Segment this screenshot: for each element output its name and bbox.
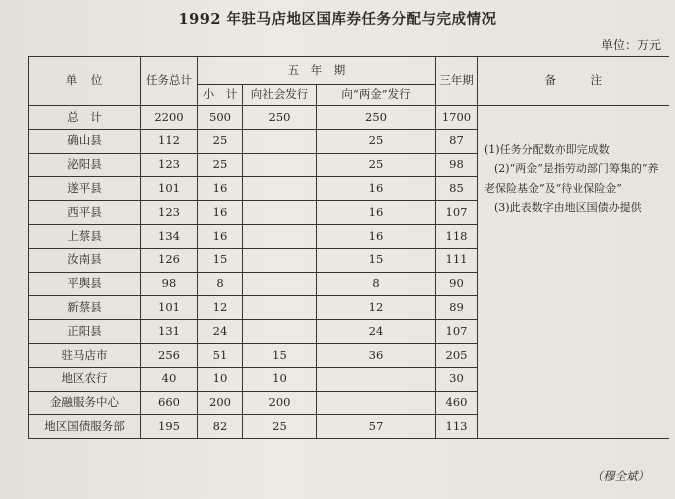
row-unit: 总 计: [29, 106, 141, 130]
row-public: 200: [243, 391, 317, 415]
row-unit: 泌阳县: [29, 153, 141, 177]
header-five-year: 五 年 期: [198, 57, 436, 85]
row-public: [243, 224, 317, 248]
row-liangjin: 250: [317, 106, 436, 130]
row-public: 10: [243, 367, 317, 391]
row-subtotal: 24: [198, 320, 243, 344]
row-three-year: 1700: [436, 106, 478, 130]
remarks-cell: [478, 106, 669, 439]
header-total-task: 任务总计: [141, 57, 198, 106]
table-body: [29, 106, 669, 439]
header-unit: 单 位: [29, 57, 141, 106]
row-public: [243, 153, 317, 177]
row-total: 40: [141, 367, 198, 391]
row-liangjin: 57: [317, 415, 436, 439]
row-three-year: 87: [436, 129, 478, 153]
allocation-table: [28, 56, 669, 439]
row-public: [243, 272, 317, 296]
row-total: 256: [141, 343, 198, 367]
remark-note3: (3)此表数字由地区国债办提供: [494, 200, 642, 214]
row-total: 2200: [141, 106, 198, 130]
table-row: [29, 106, 669, 130]
row-total: 126: [141, 248, 198, 272]
row-subtotal: 16: [198, 224, 243, 248]
header-public-issue: 向社会发行: [243, 85, 317, 106]
row-subtotal: 16: [198, 177, 243, 201]
row-total: 123: [141, 153, 198, 177]
header-remarks: 备 注: [478, 57, 669, 106]
row-total: 123: [141, 201, 198, 225]
row-liangjin: 16: [317, 201, 436, 225]
row-unit: 西平县: [29, 201, 141, 225]
row-subtotal: 15: [198, 248, 243, 272]
row-liangjin: 24: [317, 320, 436, 344]
row-subtotal: 82: [198, 415, 243, 439]
row-three-year: 205: [436, 343, 478, 367]
header-liangjin-issue: 向“两金”发行: [317, 85, 436, 106]
row-total: 98: [141, 272, 198, 296]
header-subtotal: 小 计: [198, 85, 243, 106]
row-liangjin: 16: [317, 177, 436, 201]
row-three-year: 118: [436, 224, 478, 248]
row-unit: 汝南县: [29, 248, 141, 272]
row-three-year: 30: [436, 367, 478, 391]
row-three-year: 89: [436, 296, 478, 320]
row-subtotal: 200: [198, 391, 243, 415]
row-total: 101: [141, 177, 198, 201]
row-three-year: 90: [436, 272, 478, 296]
row-total: 134: [141, 224, 198, 248]
row-three-year: 85: [436, 177, 478, 201]
row-three-year: 111: [436, 248, 478, 272]
row-liangjin: 36: [317, 343, 436, 367]
row-subtotal: 51: [198, 343, 243, 367]
row-unit: 新蔡县: [29, 296, 141, 320]
row-subtotal: 8: [198, 272, 243, 296]
row-public: 250: [243, 106, 317, 130]
row-three-year: 98: [436, 153, 478, 177]
row-unit: 地区国债服务部: [29, 415, 141, 439]
row-liangjin: 12: [317, 296, 436, 320]
row-unit: 地区农行: [29, 367, 141, 391]
row-public: 15: [243, 343, 317, 367]
row-subtotal: 12: [198, 296, 243, 320]
row-unit: 金融服务中心: [29, 391, 141, 415]
row-liangjin: 25: [317, 129, 436, 153]
row-unit: 正阳县: [29, 320, 141, 344]
row-liangjin: [317, 367, 436, 391]
row-unit: 遂平县: [29, 177, 141, 201]
row-subtotal: 16: [198, 201, 243, 225]
row-public: [243, 296, 317, 320]
unit-note: 单位：万元: [600, 38, 661, 52]
row-total: 101: [141, 296, 198, 320]
row-public: [243, 248, 317, 272]
row-three-year: 113: [436, 415, 478, 439]
row-public: [243, 129, 317, 153]
row-public: [243, 320, 317, 344]
row-liangjin: 25: [317, 153, 436, 177]
row-liangjin: [317, 391, 436, 415]
row-public: [243, 201, 317, 225]
row-total: 131: [141, 320, 198, 344]
row-total: 660: [141, 391, 198, 415]
row-liangjin: 15: [317, 248, 436, 272]
row-total: 112: [141, 129, 198, 153]
row-public: 25: [243, 415, 317, 439]
row-liangjin: 16: [317, 224, 436, 248]
remark-note2: (2)“两金”是指劳动部门筹集的“养老保险基金”及“待业保险金”: [484, 162, 659, 195]
row-three-year: 107: [436, 320, 478, 344]
remark-note1: (1)任务分配数亦即完成数: [484, 143, 610, 156]
row-three-year: 107: [436, 201, 478, 225]
row-total: 195: [141, 415, 198, 439]
row-subtotal: 25: [198, 153, 243, 177]
row-unit: 平舆县: [29, 272, 141, 296]
row-liangjin: 8: [317, 272, 436, 296]
row-subtotal: 10: [198, 367, 243, 391]
author-credit: （穆全斌）: [591, 469, 649, 483]
row-public: [243, 177, 317, 201]
row-subtotal: 25: [198, 129, 243, 153]
row-unit: 确山县: [29, 129, 141, 153]
header-three-year: 三年期: [436, 57, 478, 106]
row-unit: 驻马店市: [29, 343, 141, 367]
row-three-year: 460: [436, 391, 478, 415]
row-unit: 上蔡县: [29, 224, 141, 248]
row-subtotal: 500: [198, 106, 243, 130]
page-title: 1992 年驻马店地区国库券任务分配与完成情况: [178, 11, 497, 28]
header-row-1: [29, 57, 669, 85]
